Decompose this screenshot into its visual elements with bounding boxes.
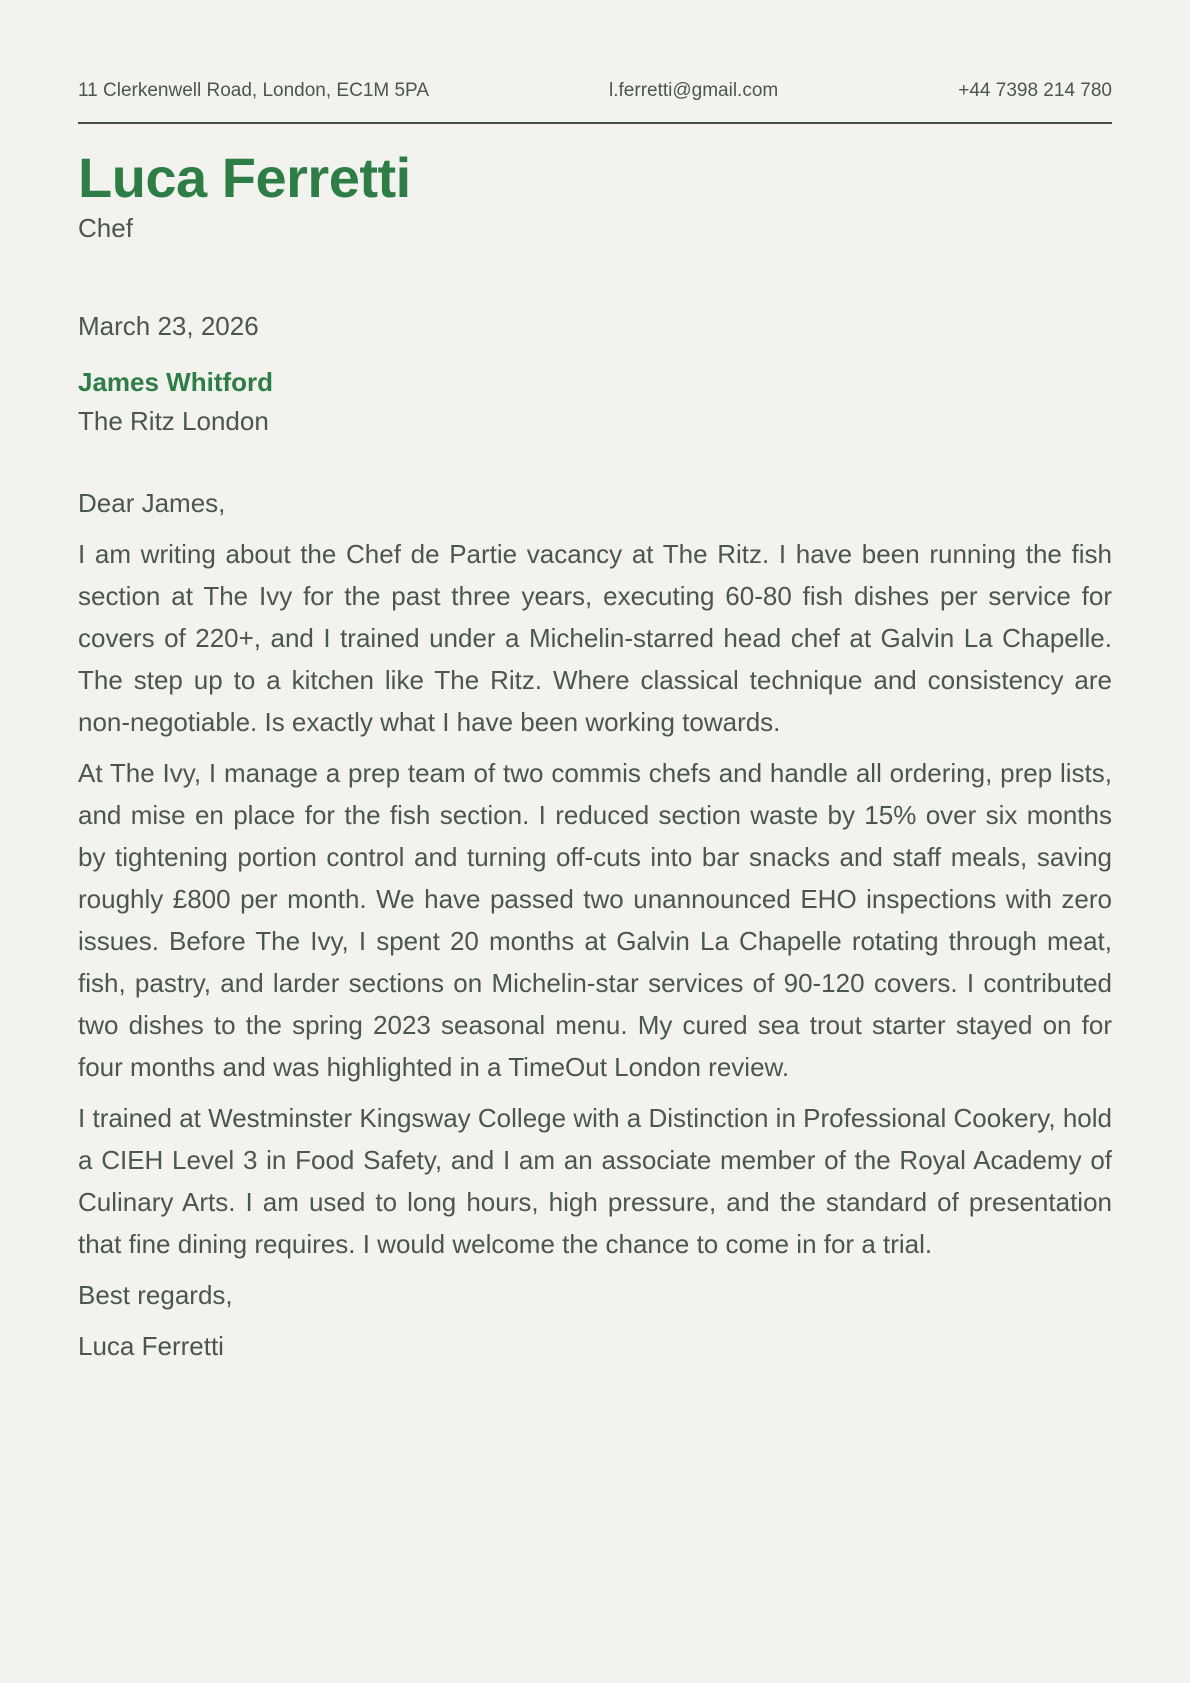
salutation: Dear James,	[78, 488, 226, 519]
closing: Best regards,	[78, 1280, 233, 1311]
recipient-block	[78, 366, 1112, 440]
recipient-name: James Whitford	[78, 366, 274, 397]
contact-phone: +44 7398 214 780	[958, 80, 1112, 101]
contact-address: 11 Clerkenwell Road, London, EC1M 5PA	[78, 80, 429, 101]
applicant-job-title: Chef	[78, 213, 133, 244]
contact-header	[78, 79, 1112, 104]
body-paragraph-2: At The Ivy, I manage a prep team of two commis chefs and handle all ordering, prep lists, and mise en place for the fish section. I reduced section waste by 15% over six months by tightening portion control and turning off-cuts into bar snacks and staff meals, saving roughly £800 per month. We have passed two unannounced EHO inspections with zero issues. Before The Ivy, I spent 20 months at Galvin La Chapelle rotating through meat, fish, pastry, and larder sections on Michelin-star services of 90-120 covers. I contributed two dishes to the spring 2023 seasonal menu. My cured sea trout starter stayed on for four months and was highlighted in a TimeOut London review.	[78, 758, 1112, 1083]
header-divider	[78, 122, 1112, 124]
signature-name: Luca Ferretti	[78, 1331, 224, 1362]
contact-email: l.ferretti@gmail.com	[609, 80, 779, 101]
body-paragraph-1: I am writing about the Chef de Partie vacancy at The Ritz. I have been running the fish section at The Ivy for the past three years, executing 60-80 fish dishes per service for covers of 220+, and I trained under a Michelin-starred head chef at Galvin La Chapelle. The step up to a kitchen like The Ritz. Where classical technique and consistency are non-negotiable. Is exactly what I have been working towards.	[78, 539, 1112, 738]
body-paragraph-3: I trained at Westminster Kingsway College with a Distinction in Professional Cookery, hold a CIEH Level 3 in Food Safety, and I am an associate member of the Royal Academy of Culinary Arts. I am used to long hours, high pressure, and the standard of presentation that fine dining requires. I would welcome the chance to come in for a trial.	[78, 1103, 1112, 1260]
applicant-name: Luca Ferretti	[78, 145, 411, 209]
recipient-company: The Ritz London	[78, 406, 269, 437]
letter-body	[78, 482, 1112, 1367]
letter-date: March 23, 2026	[78, 310, 259, 341]
